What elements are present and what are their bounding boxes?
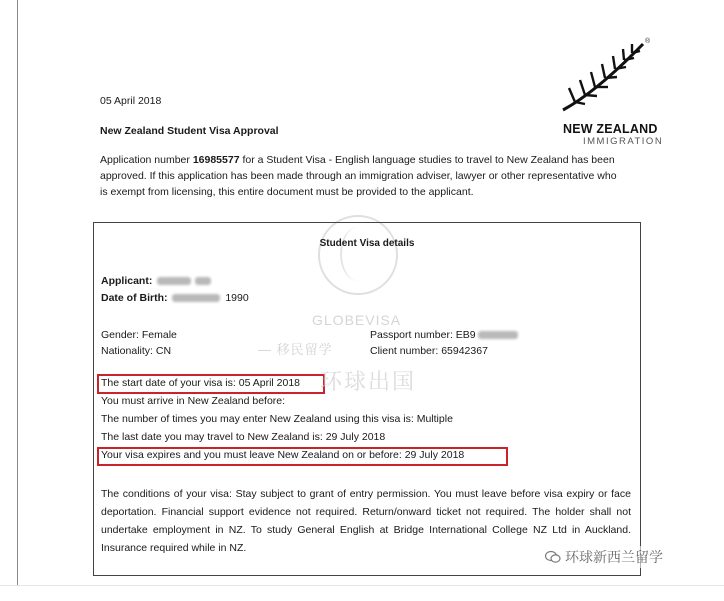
applicant-row xyxy=(101,275,213,287)
intro-prefix: Application number xyxy=(100,154,193,166)
logo-subtitle: IMMIGRATION xyxy=(583,136,664,147)
logo-title: NEW ZEALAND xyxy=(563,122,658,136)
redacted-passport xyxy=(478,331,518,339)
arrive-before: You must arrive in New Zealand before: xyxy=(101,395,286,407)
expiry-highlight xyxy=(97,447,508,466)
intro-suffix: for a Student Visa - English language studies to travel to New Zealand has been approved. If this application has been made through an immigration adviser, lawyer or other representative who is exempt from licensing, this entire document must be provided to the applicant. xyxy=(100,154,617,198)
dob-label: Date of Birth: xyxy=(101,292,168,304)
redacted-name xyxy=(157,277,191,285)
page-bottom-strip xyxy=(0,585,724,601)
letter-date: 05 April 2018 xyxy=(100,95,162,107)
letter-subject: New Zealand Student Visa Approval xyxy=(100,125,279,137)
dob-year: 1990 xyxy=(225,292,249,304)
start-date-highlight xyxy=(97,374,325,394)
application-number: 16985577 xyxy=(192,154,240,166)
last-travel-date: The last date you may travel to New Zealand is: 29 July 2018 xyxy=(101,431,386,443)
wechat-icon xyxy=(545,550,561,564)
visa-details-box xyxy=(93,222,641,576)
start-date: The start date of your visa is: 05 April 2018 xyxy=(101,377,301,389)
dob-row xyxy=(101,292,249,304)
visa-expiry: Your visa expires and you must leave New Zealand on or before: 29 July 2018 xyxy=(101,449,465,461)
page-left-edge xyxy=(17,0,18,585)
nationality: Nationality: CN xyxy=(101,345,172,357)
footer-watermark xyxy=(543,546,665,568)
details-title: Student Visa details xyxy=(319,238,415,249)
nz-immigration-logo xyxy=(555,38,665,148)
visa-conditions: The conditions of your visa: Stay subject to grant of entry permission. You must leave before visa expiry or face deportation. Financial support evidence not required. Return/onward ticket not required. The holder shall not undertake employment in NZ. To study General English at Bridge International College NZ Ltd in Auckland. Insurance required while in NZ. xyxy=(101,488,631,554)
client-number: Client number: 65942367 xyxy=(370,345,488,357)
redacted-dob xyxy=(172,294,220,302)
watermark-globevisa: GLOBEVISA xyxy=(312,312,402,328)
gender: Gender: Female xyxy=(101,329,177,341)
watermark-cn-line1: — 移民留学 xyxy=(258,342,333,357)
registered-mark: ® xyxy=(645,38,651,45)
number-of-entries: The number of times you may enter New Zealand using this visa is: Multiple xyxy=(101,413,453,425)
passport-row xyxy=(370,329,520,341)
watermark-cn-line2: 环球出国 xyxy=(320,369,417,394)
redacted-surname xyxy=(195,277,211,285)
footer-watermark-text: 环球新西兰留学 xyxy=(565,549,663,565)
applicant-label: Applicant: xyxy=(101,275,153,287)
passport-label: Passport number: EB9 xyxy=(370,329,476,341)
intro-paragraph xyxy=(100,152,625,200)
silver-fern-icon xyxy=(555,38,655,118)
